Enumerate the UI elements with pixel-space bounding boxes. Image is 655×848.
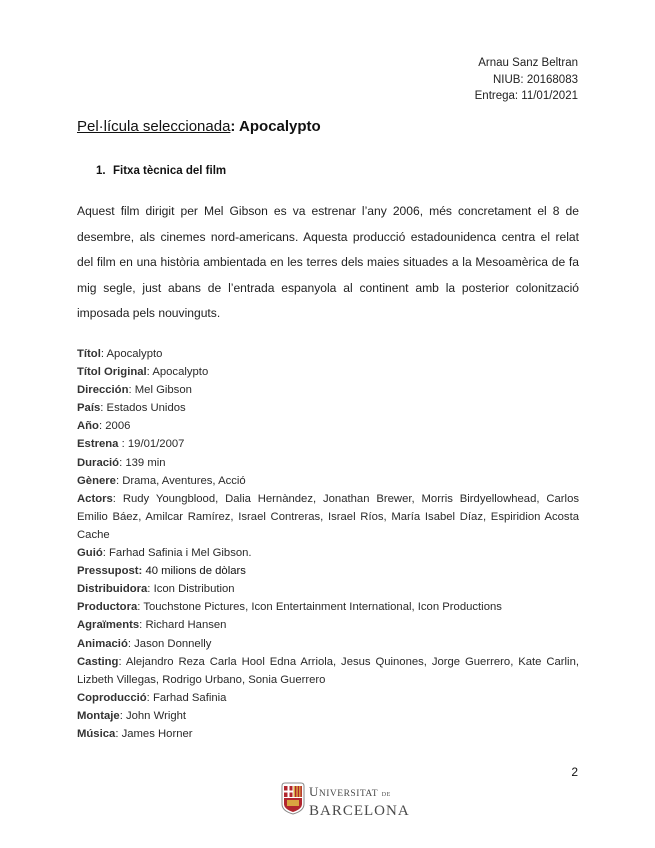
fact-value: Apocalypto bbox=[152, 366, 209, 379]
fact-key: Año bbox=[77, 420, 99, 433]
fact-key: Animació bbox=[77, 637, 128, 650]
fact-key: Distribuidora bbox=[77, 583, 148, 596]
fact-separator: : bbox=[127, 637, 135, 650]
fact-key: Agraïments bbox=[77, 619, 140, 632]
fact-separator: : bbox=[100, 402, 107, 415]
fact-separator: : bbox=[98, 420, 106, 433]
fact-separator: : bbox=[128, 384, 135, 397]
fact-key: Música bbox=[77, 727, 116, 740]
fact-value: Icon Distribution bbox=[153, 583, 235, 596]
fact-row bbox=[77, 435, 579, 453]
fact-separator: : bbox=[119, 709, 126, 722]
fact-key: Montaje bbox=[77, 709, 120, 722]
fact-row bbox=[77, 707, 579, 725]
page-number: 2 bbox=[571, 765, 578, 779]
title-separator: : bbox=[230, 118, 240, 135]
intro-paragraph: Aquest film dirigit per Mel Gibson es va estrenar l’any 2006, més concretament el 8 de desembre, als cinemes nord-americans. Aquesta producció estadounidenca centra el relat del film en una història ambientada en les terres dels maies situades a la Mesoamèrica de fa mig segle, just abans de l’entrada espanyola al continent amb la posterior colonització imposada pels nouvinguts. bbox=[77, 204, 579, 320]
fact-row bbox=[77, 725, 579, 743]
section-number: 1. bbox=[96, 165, 106, 177]
fact-value: Apocalypto bbox=[106, 348, 163, 360]
fact-separator: : bbox=[146, 691, 153, 704]
university-shield-icon bbox=[281, 782, 305, 815]
university-logo bbox=[281, 782, 410, 819]
fact-key: País bbox=[77, 402, 101, 415]
fact-key: Dirección bbox=[77, 384, 129, 397]
title-label: Pel·lícula seleccionada bbox=[77, 118, 231, 135]
logo-city: BARCELONA bbox=[309, 803, 410, 819]
logo-word-rest: NIVERSITAT bbox=[318, 789, 379, 799]
fact-row bbox=[77, 363, 579, 381]
fact-separator: : bbox=[146, 366, 153, 379]
fact-key: Productora bbox=[77, 601, 138, 614]
fact-separator: : bbox=[137, 601, 144, 614]
fact-key: Pressupost bbox=[77, 565, 139, 578]
fact-key: Coproducció bbox=[77, 691, 147, 704]
fact-row bbox=[77, 490, 579, 544]
fact-separator: : bbox=[147, 583, 154, 596]
fact-value: Estados Unidos bbox=[106, 402, 186, 415]
fact-value: John Wright bbox=[125, 709, 187, 722]
fact-value: 19/01/2007 bbox=[127, 438, 185, 451]
fact-row bbox=[77, 544, 579, 562]
fact-list bbox=[77, 345, 579, 743]
fact-row bbox=[77, 653, 579, 689]
fact-value: Farhad Safinia i Mel Gibson. bbox=[109, 547, 252, 560]
fact-row bbox=[77, 562, 579, 580]
fact-separator: : bbox=[112, 492, 123, 505]
fact-value: Richard Hansen bbox=[145, 619, 227, 632]
author-block bbox=[475, 55, 578, 105]
fact-value: Rudy Youngblood, Dalia Hernàndez, Jonathan Brewer, Morris Birdyellowhead, Carlos Emilio Báez, Amilcar Ramírez, Israel Contreras, Israel Ríos, María Isabel Díaz, Espiridion Acosta Cache bbox=[77, 492, 580, 541]
fact-row bbox=[77, 689, 579, 707]
fact-separator: : bbox=[115, 474, 123, 487]
fact-key: Gènere bbox=[77, 474, 116, 487]
fact-value: 40 milions de dòlars bbox=[145, 565, 246, 578]
fact-key: Estrena bbox=[77, 438, 119, 451]
author-name: Arnau Sanz Beltran bbox=[478, 57, 578, 69]
fact-row bbox=[77, 598, 579, 616]
logo-de: DE bbox=[381, 792, 391, 798]
fact-row bbox=[77, 454, 579, 472]
fact-value: James Horner bbox=[121, 727, 193, 740]
fact-key: Casting bbox=[77, 655, 119, 668]
section-heading bbox=[96, 165, 226, 177]
delivery-date: Entrega: 11/01/2021 bbox=[474, 90, 578, 102]
fact-separator: : bbox=[118, 438, 128, 451]
fact-value: 2006 bbox=[105, 420, 131, 433]
fact-row bbox=[77, 635, 579, 653]
fact-separator: : bbox=[100, 348, 107, 360]
fact-value: Alejandro Reza Carla Hool Edna Arriola, Jesus Quinones, Jorge Guerrero, Kate Carlin, Lizbeth Villegas, Rodrigo Urbano, Sonia Guerrero bbox=[77, 655, 579, 686]
fact-value: Drama, Aventures, Acció bbox=[122, 474, 246, 487]
fact-value: Mel Gibson bbox=[134, 384, 192, 397]
fact-separator: : bbox=[115, 727, 122, 740]
logo-initial: U bbox=[309, 784, 319, 799]
fact-row bbox=[77, 381, 579, 399]
fact-value: Jason Donnelly bbox=[134, 637, 212, 650]
fact-row bbox=[77, 417, 579, 435]
fact-separator: : bbox=[139, 619, 146, 632]
fact-key: Actors bbox=[77, 492, 113, 505]
title-film: Apocalypto bbox=[239, 118, 321, 135]
fact-key: Guió bbox=[77, 547, 103, 560]
fact-value: Farhad Safinia bbox=[152, 691, 227, 704]
fact-value: 139 min bbox=[125, 456, 166, 469]
section-title: Fitxa tècnica del film bbox=[113, 165, 227, 177]
university-wordmark bbox=[309, 784, 410, 819]
page-title bbox=[77, 118, 321, 135]
fact-separator: : bbox=[119, 456, 126, 469]
fact-row bbox=[77, 399, 579, 417]
fact-row bbox=[77, 472, 579, 490]
fact-row bbox=[77, 580, 579, 598]
fact-key: Duració bbox=[77, 456, 120, 469]
fact-separator: : bbox=[138, 565, 146, 578]
fact-separator: : bbox=[102, 547, 110, 560]
fact-value: Touchstone Pictures, Icon Entertainment International, Icon Productions bbox=[143, 601, 502, 614]
fact-key: Títol Original bbox=[77, 366, 147, 379]
fact-separator: : bbox=[118, 655, 126, 668]
author-niub: NIUB: 20168083 bbox=[492, 73, 578, 86]
fact-row bbox=[77, 345, 579, 363]
fact-key: Títol bbox=[77, 348, 101, 360]
fact-row bbox=[77, 616, 579, 634]
